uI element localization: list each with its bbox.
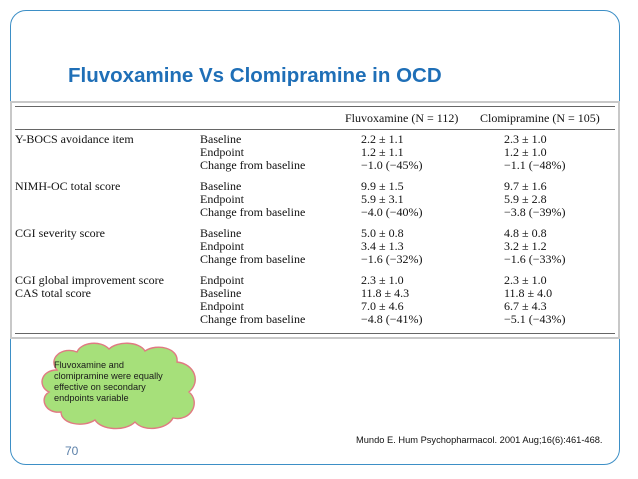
fluvoxamine-cell: 5.9 ± 3.1 [361,192,404,206]
clomipramine-cell: −1.1 (−48%) [504,158,566,172]
fluvoxamine-cell: −4.8 (−41%) [361,312,423,326]
clomipramine-cell: 9.7 ± 1.6 [504,179,547,193]
table-top-rule [15,106,615,107]
slide-title: Fluvoxamine Vs Clomipramine in OCD [68,64,442,87]
clomipramine-cell: 6.7 ± 4.3 [504,299,547,313]
measure-cell: CGI severity score [15,226,105,240]
clomipramine-cell: 1.2 ± 1.0 [504,145,547,159]
timepoint-cell: Endpoint [200,299,244,313]
measure-cell: Y-BOCS avoidance item [15,132,134,146]
timepoint-cell: Endpoint [200,273,244,287]
clomipramine-cell: 4.8 ± 0.8 [504,226,547,240]
timepoint-cell: Endpoint [200,145,244,159]
table-header-rule [15,129,615,130]
fluvoxamine-cell: 2.2 ± 1.1 [361,132,404,146]
fluvoxamine-cell: −1.0 (−45%) [361,158,423,172]
callout-text: Fluvoxamine and clomipramine were equally effective on secondary endpoints variable [54,360,163,403]
timepoint-cell: Change from baseline [200,158,306,172]
column-header-fluvoxamine: Fluvoxamine (N = 112) [345,111,459,125]
clomipramine-cell: 5.9 ± 2.8 [504,192,547,206]
clomipramine-cell: −1.6 (−33%) [504,252,566,266]
page-number: 70 [65,444,79,458]
timepoint-cell: Baseline [200,286,242,300]
clomipramine-cell: 11.8 ± 4.0 [504,286,553,300]
fluvoxamine-cell: 1.2 ± 1.1 [361,145,404,159]
fluvoxamine-cell: 9.9 ± 1.5 [361,179,404,193]
measure-cell: NIMH-OC total score [15,179,121,193]
timepoint-cell: Baseline [200,226,242,240]
fluvoxamine-cell: −4.0 (−40%) [361,205,423,219]
table-bottom-rule [15,333,615,334]
clomipramine-cell: 2.3 ± 1.0 [504,273,547,287]
citation: Mundo E. Hum Psychopharmacol. 2001 Aug;16(6):461-468. [356,435,603,445]
fluvoxamine-cell: 5.0 ± 0.8 [361,226,404,240]
timepoint-cell: Endpoint [200,192,244,206]
fluvoxamine-cell: 3.4 ± 1.3 [361,239,404,253]
fluvoxamine-cell: 2.3 ± 1.0 [361,273,404,287]
timepoint-cell: Endpoint [200,239,244,253]
timepoint-cell: Change from baseline [200,205,306,219]
fluvoxamine-cell: 11.8 ± 4.3 [361,286,410,300]
timepoint-cell: Change from baseline [200,252,306,266]
timepoint-cell: Baseline [200,132,242,146]
clomipramine-cell: −5.1 (−43%) [504,312,566,326]
fluvoxamine-cell: −1.6 (−32%) [361,252,423,266]
results-table [10,101,620,339]
clomipramine-cell: −3.8 (−39%) [504,205,566,219]
timepoint-cell: Baseline [200,179,242,193]
measure-cell: CGI global improvement score [15,273,164,287]
fluvoxamine-cell: 7.0 ± 4.6 [361,299,404,313]
column-header-clomipramine: Clomipramine (N = 105) [480,111,600,125]
measure-cell: CAS total score [15,286,91,300]
timepoint-cell: Change from baseline [200,312,306,326]
clomipramine-cell: 2.3 ± 1.0 [504,132,547,146]
clomipramine-cell: 3.2 ± 1.2 [504,239,547,253]
